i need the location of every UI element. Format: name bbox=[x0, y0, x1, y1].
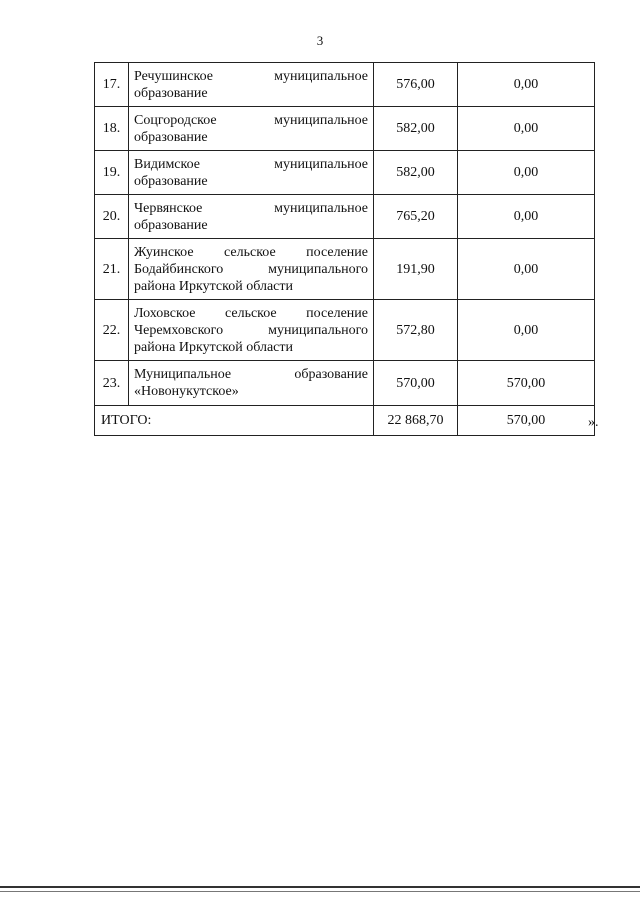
name-line: образование bbox=[134, 217, 208, 233]
total-amount: 22 868,70 bbox=[374, 406, 458, 436]
name-line: Лоховское сельское поселение bbox=[134, 305, 368, 321]
amount-cell: 0,00 bbox=[458, 195, 595, 239]
row-number: 21. bbox=[95, 239, 129, 300]
name-line: Муниципальное образование bbox=[134, 367, 368, 382]
name-line: образование bbox=[134, 85, 208, 101]
total-label: ИТОГО: bbox=[95, 406, 374, 436]
amount-cell: 191,90 bbox=[374, 239, 458, 300]
row-number: 23. bbox=[95, 361, 129, 406]
municipality-name bbox=[129, 300, 374, 361]
amount-cell: 570,00 bbox=[458, 361, 595, 406]
municipality-name bbox=[129, 195, 374, 239]
allocation-table bbox=[94, 62, 595, 436]
table-row bbox=[95, 239, 595, 300]
name-line: района Иркутской области bbox=[134, 339, 294, 355]
name-line: образование bbox=[134, 173, 208, 189]
total-row bbox=[95, 406, 595, 436]
municipality-name bbox=[129, 63, 374, 107]
amount-cell: 0,00 bbox=[458, 239, 595, 300]
scan-edge-line bbox=[0, 886, 640, 888]
name-line: Соцгородское муниципальное bbox=[134, 112, 368, 128]
row-number: 20. bbox=[95, 195, 129, 239]
amount-cell: 0,00 bbox=[458, 300, 595, 361]
table-row bbox=[95, 300, 595, 361]
scan-edge-line bbox=[0, 891, 640, 892]
name-line: Бодайбинского муниципального bbox=[134, 261, 368, 277]
municipality-name bbox=[129, 107, 374, 151]
amount-cell: 570,00 bbox=[374, 361, 458, 406]
amount-cell: 582,00 bbox=[374, 151, 458, 195]
amount-cell: 0,00 bbox=[458, 151, 595, 195]
name-line: «Новонукутское» bbox=[134, 384, 239, 399]
amount-cell: 572,80 bbox=[374, 300, 458, 361]
municipality-name bbox=[129, 361, 374, 406]
name-line: района Иркутской области bbox=[134, 278, 294, 294]
row-number: 17. bbox=[95, 63, 129, 107]
table-row bbox=[95, 195, 595, 239]
amount-cell: 582,00 bbox=[374, 107, 458, 151]
closing-quote-mark: ». bbox=[588, 415, 599, 430]
name-line: Речушинское муниципальное bbox=[134, 68, 368, 84]
amount-cell: 576,00 bbox=[374, 63, 458, 107]
name-line: Черемховского муниципального bbox=[134, 322, 368, 338]
total-amount: 570,00 bbox=[458, 406, 595, 436]
name-line: Жуинское сельское поселение bbox=[134, 244, 368, 260]
row-number: 18. bbox=[95, 107, 129, 151]
table-row bbox=[95, 151, 595, 195]
page-number: 3 bbox=[316, 33, 324, 48]
name-line: образование bbox=[134, 129, 208, 145]
municipality-name bbox=[129, 239, 374, 300]
municipality-name bbox=[129, 151, 374, 195]
row-number: 19. bbox=[95, 151, 129, 195]
name-line: Червянское муниципальное bbox=[134, 200, 368, 216]
table-row bbox=[95, 361, 595, 406]
name-line: Видимское муниципальное bbox=[134, 156, 368, 172]
amount-cell: 765,20 bbox=[374, 195, 458, 239]
row-number: 22. bbox=[95, 300, 129, 361]
amount-cell: 0,00 bbox=[458, 63, 595, 107]
table-row bbox=[95, 107, 595, 151]
table-row bbox=[95, 63, 595, 107]
amount-cell: 0,00 bbox=[458, 107, 595, 151]
